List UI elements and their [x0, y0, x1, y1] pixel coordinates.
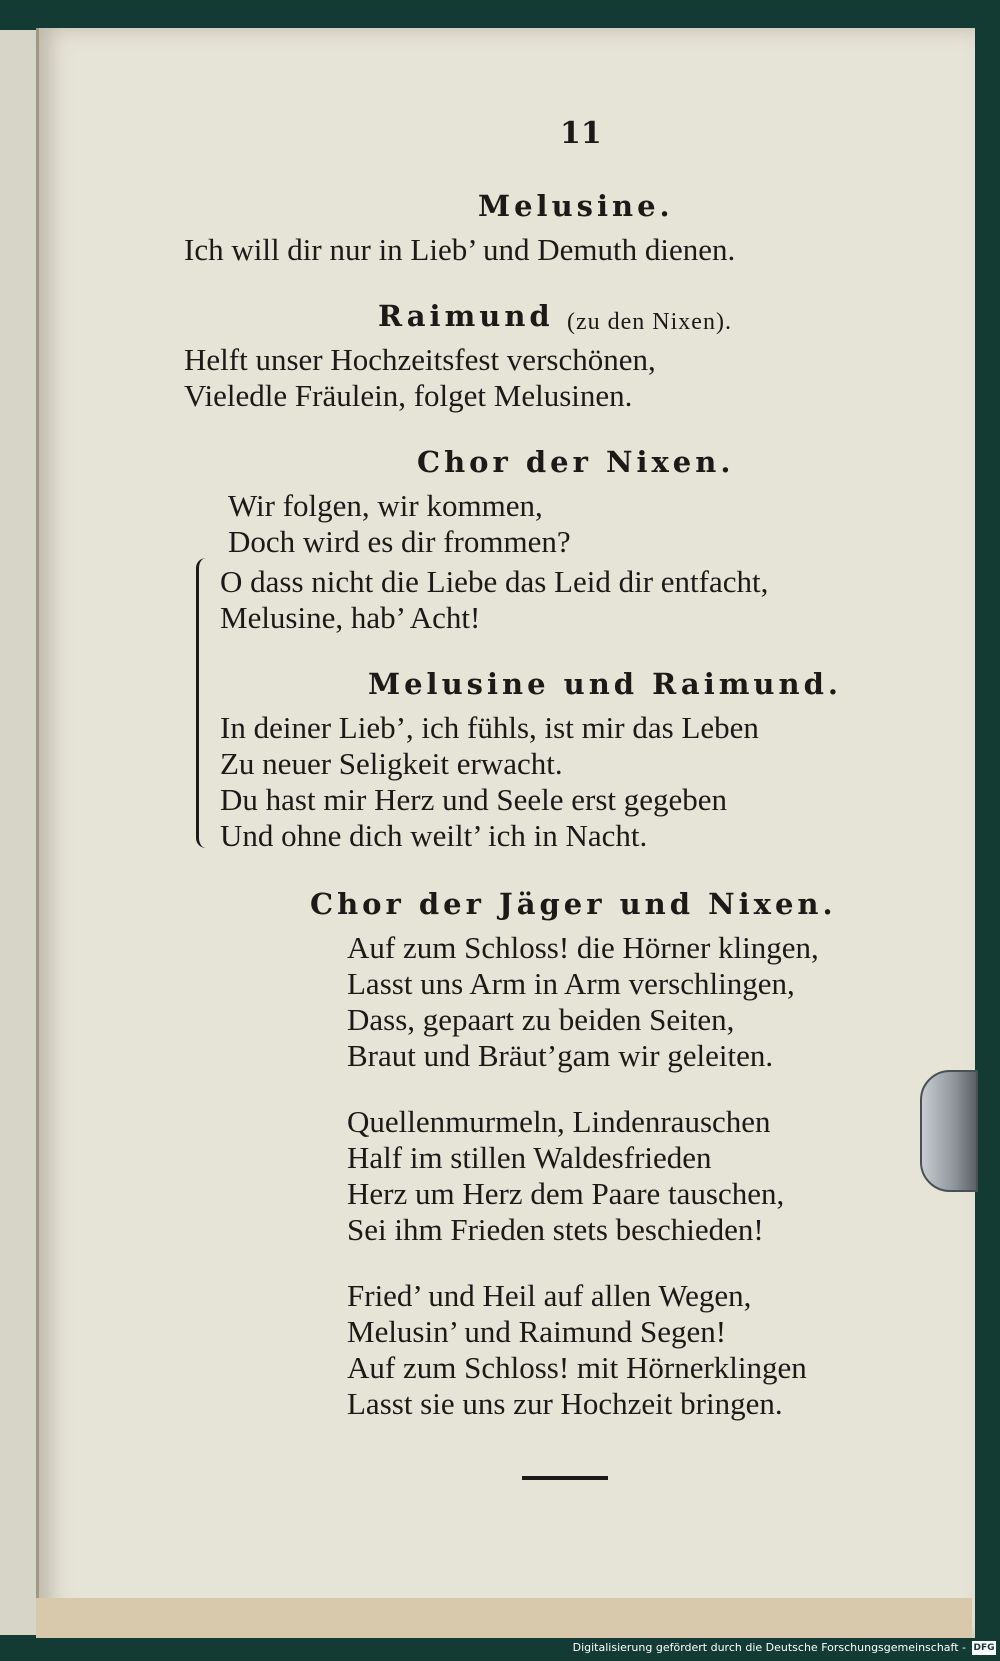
verse-line: Wir folgen, wir kommen, [228, 488, 543, 523]
verse-line: Melusin’ und Raimund Segen! [347, 1314, 727, 1349]
verse-line: Zu neuer Seligkeit erwacht. [220, 746, 563, 781]
verse-line: Herz um Herz dem Paare tauschen, [347, 1176, 785, 1211]
verse-line: Melusine, hab’ Acht! [220, 600, 481, 635]
verse-line: O dass nicht die Liebe das Leid dir entfacht, [220, 564, 769, 599]
verse-line: Lasst sie uns zur Hochzeit bringen. [347, 1386, 783, 1421]
verse-line: Braut und Bräut’gam wir geleiten. [347, 1038, 774, 1073]
page-clip [920, 1070, 978, 1192]
stage-direction: (zu den Nixen). [567, 309, 732, 335]
speaker-heading: Melusine und Raimund. [368, 667, 842, 701]
brace-bracket [196, 558, 209, 848]
verse-line: Du hast mir Herz und Seele erst gegeben [220, 782, 728, 817]
verse-line: Lasst uns Arm in Arm verschlingen, [347, 966, 795, 1001]
footer-credit: Digitalisierung gefördert durch die Deutsche Forschungsgemeinschaft - [572, 1641, 966, 1654]
verse-line: Half im stillen Waldesfrieden [347, 1140, 712, 1175]
verse-line: Helft unser Hochzeitsfest verschönen, [184, 342, 656, 377]
speaker-heading: Chor der Nixen. [417, 445, 735, 479]
page-number: 11 [560, 116, 602, 151]
verse-line: Und ohne dich weilt’ ich in Nacht. [220, 818, 648, 853]
verse-line: Auf zum Schloss! mit Hörnerklingen [347, 1350, 807, 1385]
page-bottom-edge [36, 1598, 972, 1638]
end-rule [522, 1476, 608, 1480]
speaker-heading: Raimund [378, 299, 554, 333]
speaker-heading: Chor der Jäger und Nixen. [310, 887, 837, 921]
verse-line: Vieledle Fräulein, folget Melusinen. [184, 378, 633, 413]
verse-line: Fried’ und Heil auf allen Wegen, [347, 1278, 752, 1313]
verse-line: Doch wird es dir frommen? [228, 524, 571, 559]
verse-line: Ich will dir nur in Lieb’ und Demuth dienen. [184, 232, 736, 267]
verse-line: In deiner Lieb’, ich fühls, ist mir das Leben [220, 710, 759, 745]
verse-line: Auf zum Schloss! die Hörner klingen, [347, 930, 819, 965]
dfg-logo: DFG [973, 1643, 995, 1653]
speaker-heading: Melusine. [478, 189, 674, 223]
verse-line: Quellenmurmeln, Lindenrauschen [347, 1104, 771, 1139]
verse-line: Sei ihm Frieden stets beschieden! [347, 1212, 764, 1247]
verse-line: Dass, gepaart zu beiden Seiten, [347, 1002, 735, 1037]
